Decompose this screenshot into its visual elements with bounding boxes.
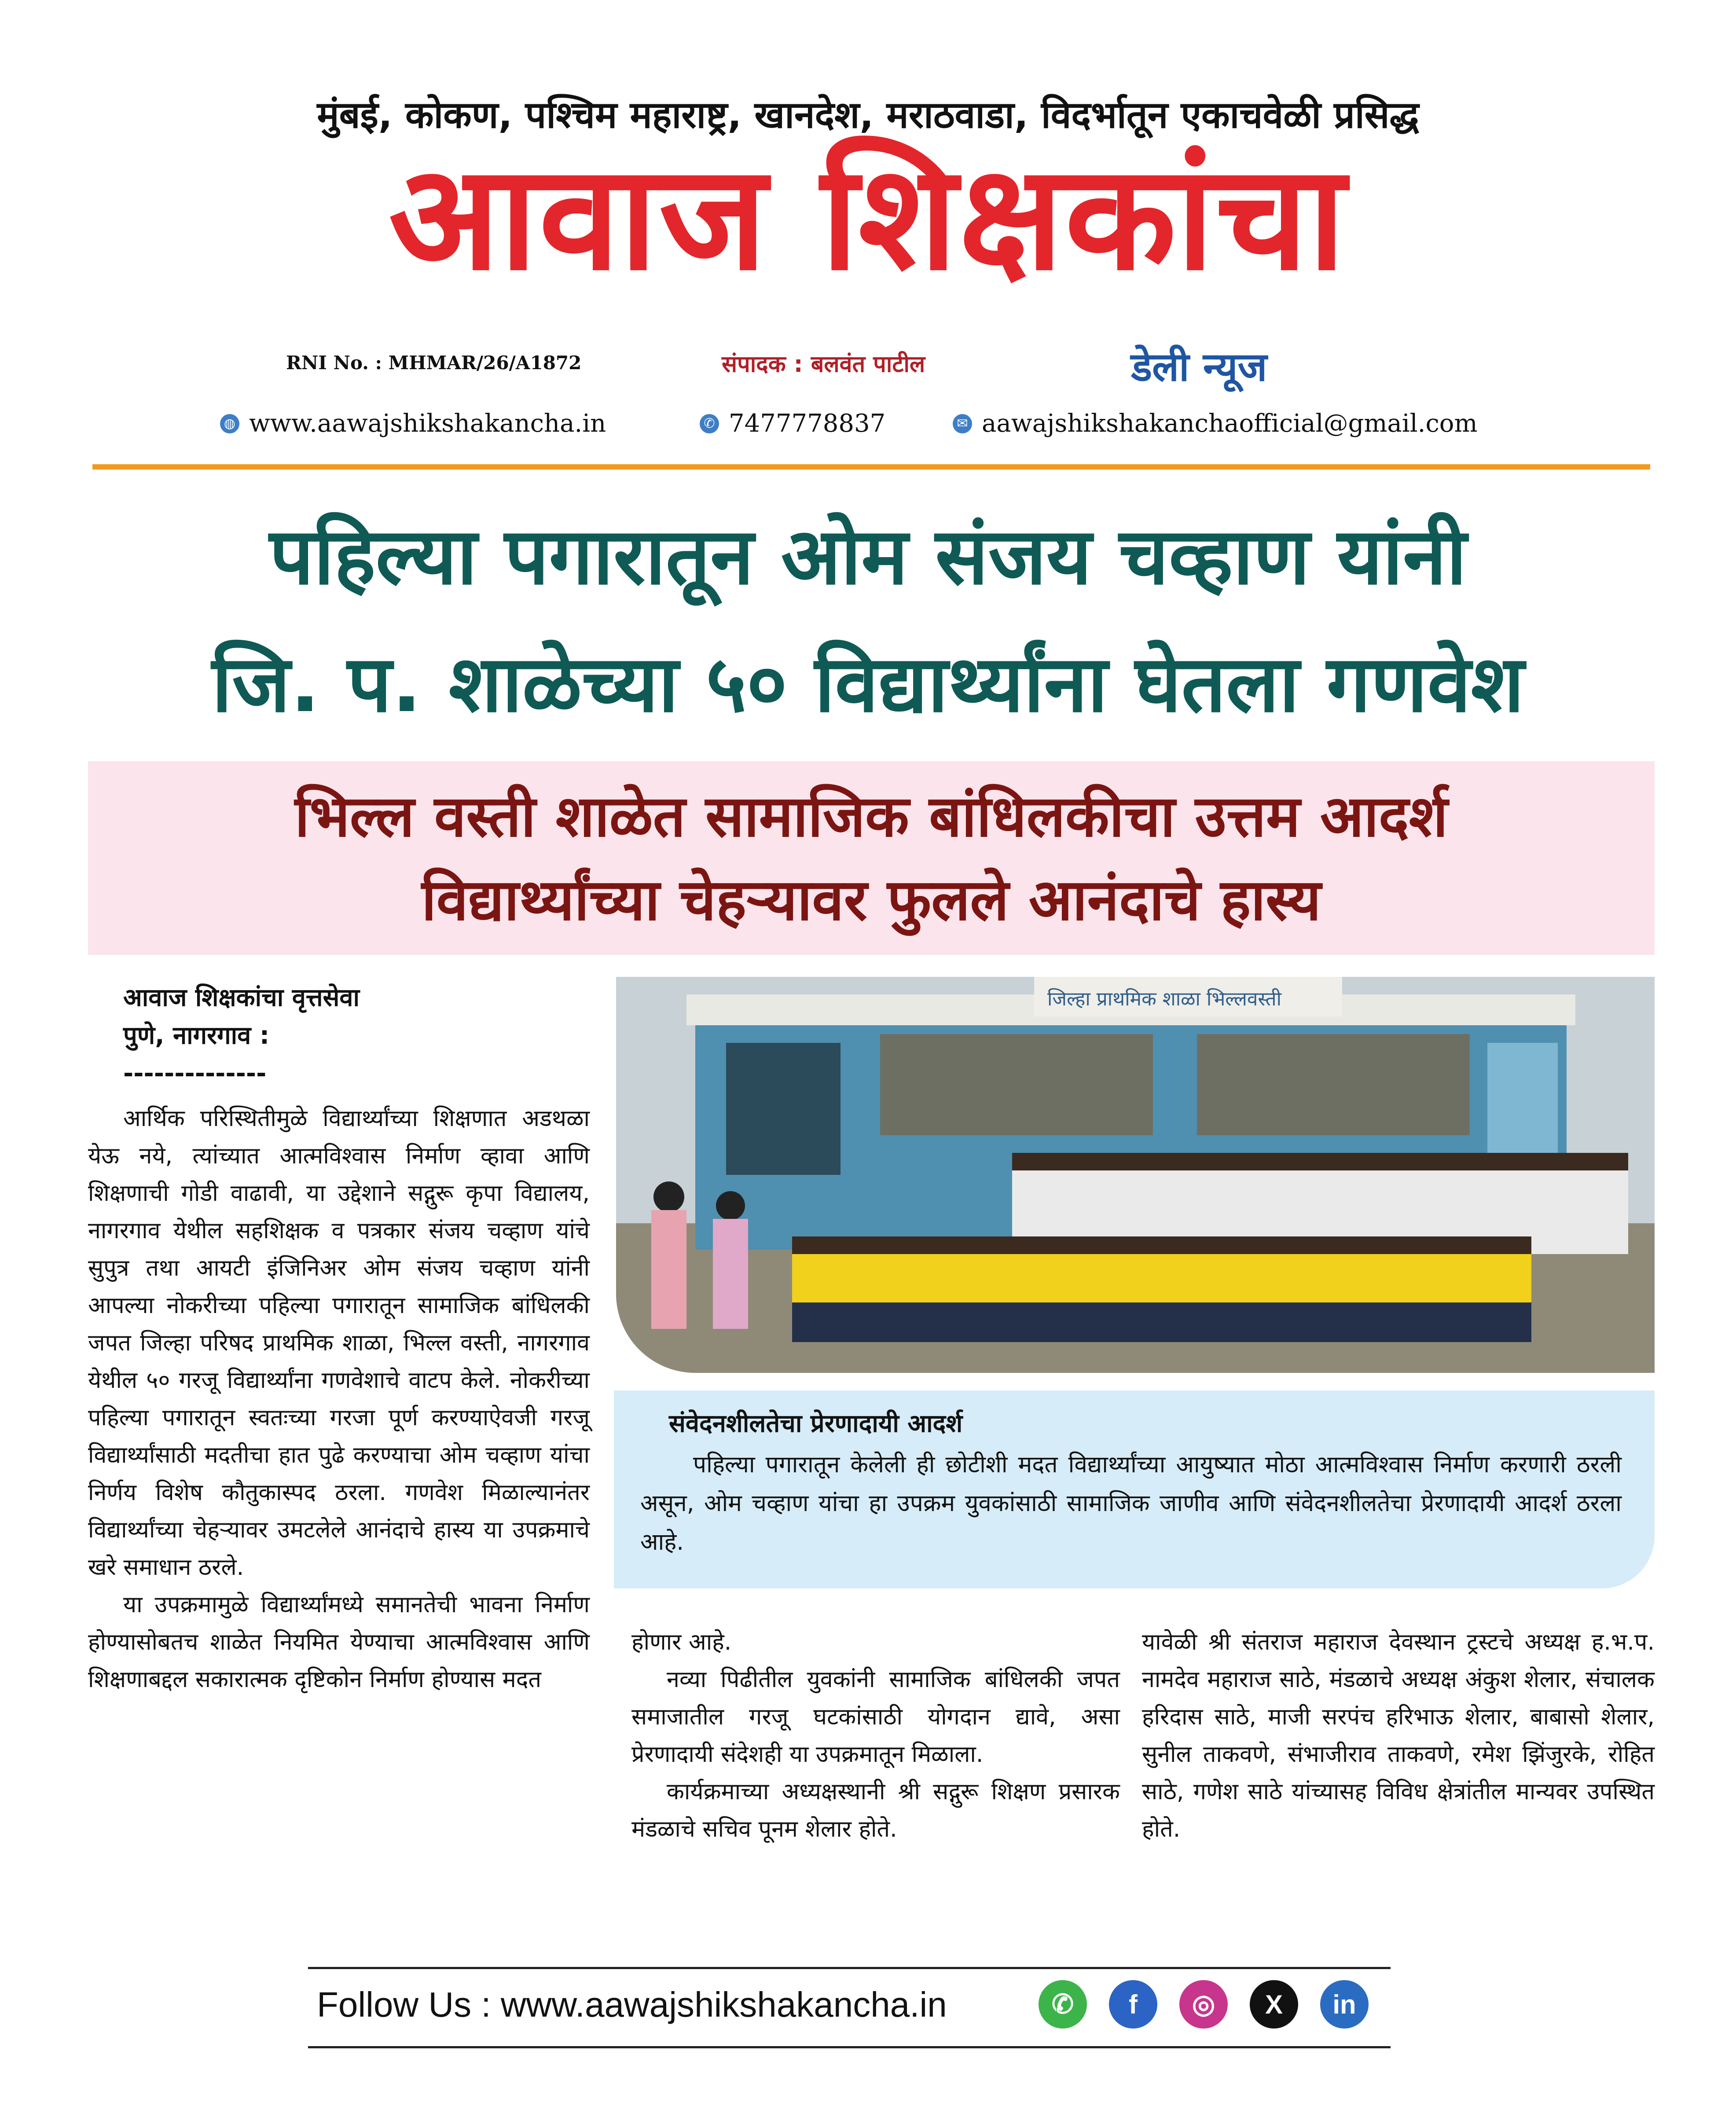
- news-service: आवाज शिक्षकांचा वृत्तसेवा: [123, 983, 360, 1012]
- header-divider: [92, 464, 1650, 470]
- editor-credit: संपादक : बलवंत पाटील: [722, 351, 925, 378]
- email-icon: ✉: [953, 414, 972, 433]
- x-icon[interactable]: X: [1250, 1980, 1298, 2029]
- byline: [123, 979, 360, 1093]
- highlight-title: संवेदनशीलतेचा प्रेरणादायी आदर्श: [669, 1409, 963, 1438]
- article-column-3: [1142, 1624, 1655, 1848]
- footer-top-rule: [308, 1967, 1391, 1969]
- article-paragraph: आर्थिक परिस्थितीमुळे विद्यार्थ्यांच्या शिक्षणात अडथळा येऊ नये, त्यांच्यात आत्मविश्वास निर्माण व्हावा आणि शिक्षणाची गोडी वाढावी, या उद्देशाने सद्गुरू कृपा विद्यालय, नागरगाव येथील सहशिक्षक व पत्रकार संजय चव्हाण यांचे सुपुत्र तथा आयटी इंजिनिअर ओम संजय चव्हाण यांनी आपल्या नोकरीच्या पहिल्या पगारातून सामाजिक बांधिलकी जपत जिल्हा परिषद प्राथमिक शाळा, भिल्ल वस्ती, नागरगाव येथील ५० गरजू विद्यार्थ्यांना गणवेशाचे वाटप केले. नोकरीच्या पहिल्या पगारातून स्वतःच्या गरजा पूर्ण करण्याऐवजी गरजू विद्यार्थ्यांसाठी मदतीचा हात पुढे करण्याचा ओम चव्हाण यांचा निर्णय विशेष कौतुकास्पद ठरला. गणवेश मिळाल्यानंतर विद्यार्थ्यांच्या चेहऱ्यावर उमटलेले आनंदाचे हास्य या उपक्रमाचे खरे समाधान ठरले.: [88, 1105, 590, 1581]
- article-column-1: [88, 1100, 590, 1698]
- headline-line-1: पहिल्या पगारातून ओम संजय चव्हाण यांनी: [269, 511, 1467, 602]
- article-paragraph: यावेळी श्री संतराज महाराज देवस्थान ट्रस्टचे अध्यक्ष ह.भ.प. नामदेव महाराज साठे, मंडळाचे अध्यक्ष अंकुश शेलार, संचालक हरिदास साठे, माजी सरपंच हरिभाऊ शेलार, बाबासो शेलार, सुनील ताकवणे, संभाजीराव ताकवणे, रमेश झिंजुरके, रोहित साठे, गणेश साठे यांच्यासह विविध क्षेत्रांतील मान्यवर उपस्थित होते.: [1142, 1629, 1655, 1842]
- website-link[interactable]: www.aawajshikshakancha.in: [249, 409, 606, 438]
- tagline: मुंबई, कोकण, पश्चिम महाराष्ट्र, खानदेश, मराठवाडा, विदर्भातून एकाचवेळी प्रसिद्ध: [317, 93, 1419, 136]
- phone-number[interactable]: 7477778837: [729, 409, 886, 438]
- phone-icon: ✆: [700, 414, 719, 433]
- facebook-icon[interactable]: f: [1109, 1980, 1157, 2029]
- linkedin-icon[interactable]: in: [1320, 1980, 1369, 2029]
- school-photo-illustration: [616, 977, 1655, 1373]
- subheadline: [88, 774, 1655, 942]
- footer-bottom-rule: [308, 2046, 1391, 2048]
- whatsapp-icon[interactable]: ✆: [1039, 1980, 1087, 2029]
- news-photo: [616, 977, 1655, 1373]
- globe-icon: ◍: [220, 414, 239, 433]
- article-paragraph: नव्या पिढीतील युवकांनी सामाजिक बांधिलकी जपत समाजातील गरजू घटकांसाठी योगदान द्यावे, असा प्रेरणादायी संदेशही या उपक्रमातून मिळाला.: [631, 1666, 1120, 1768]
- dateline: पुणे, नागरगाव :: [123, 1021, 270, 1050]
- subheadline-line-2: विद्यार्थ्यांच्या चेहऱ्यावर फुलले आनंदाचे हास्य: [421, 866, 1321, 933]
- phone-contact[interactable]: [700, 409, 885, 438]
- highlight-text: पहिल्या पगारातून केलेली ही छोटीशी मदत विद्यार्थ्यांच्या आयुष्यात मोठा आत्मविश्वास निर्माण करणारी ठरली असून, ओम चव्हाण यांचा हा उपक्रम युवकांसाठी सामाजिक जाणीव आणि संवेदनशीलतेचा प्रेरणादायी आदर्श ठरला आहे.: [640, 1451, 1622, 1555]
- article-paragraph: कार्यक्रमाच्या अध्यक्षस्थानी श्री सद्गुरू शिक्षण प्रसारक मंडळाचे सचिव पूनम शेलार होते.: [631, 1779, 1120, 1842]
- byline-divider: --------------: [123, 1059, 267, 1088]
- school-sign: जिल्हा प्राथमिक शाळा भिल्लवस्ती: [1047, 988, 1281, 1010]
- article-column-2: [631, 1624, 1120, 1848]
- masthead-title: आवाज शिक्षकांचा: [389, 133, 1347, 302]
- follow-us-text[interactable]: Follow Us : www.aawajshikshakancha.in: [317, 1985, 947, 2024]
- website-contact[interactable]: [220, 409, 606, 438]
- email-contact[interactable]: [953, 409, 1478, 438]
- subheadline-line-1: भिल्ल वस्ती शाळेत सामाजिक बांधिलकीचा उत्तम आदर्श: [294, 783, 1448, 850]
- daily-news-label: डेली न्यूज: [1131, 344, 1267, 390]
- email-address[interactable]: aawajshikshakanchaofficial@gmail.com: [982, 409, 1478, 438]
- rni-number: RNI No. : MHMAR/26/A1872: [286, 352, 582, 374]
- headline: [0, 493, 1736, 748]
- instagram-icon[interactable]: ◎: [1179, 1980, 1228, 2029]
- article-paragraph: या उपक्रमामुळे विद्यार्थ्यांमध्ये समानतेची भावना निर्माण होण्यासोबतच शाळेत नियमित येण्याचा आत्मविश्वास आणि शिक्षणाबद्दल सकारात्मक दृष्टिकोन निर्माण होण्यास मदत: [88, 1592, 590, 1693]
- article-paragraph: होणार आहे.: [631, 1629, 732, 1655]
- headline-line-2: जि. प. शाळेच्या ५० विद्यार्थ्यांना घेतला गणवेश: [212, 638, 1524, 730]
